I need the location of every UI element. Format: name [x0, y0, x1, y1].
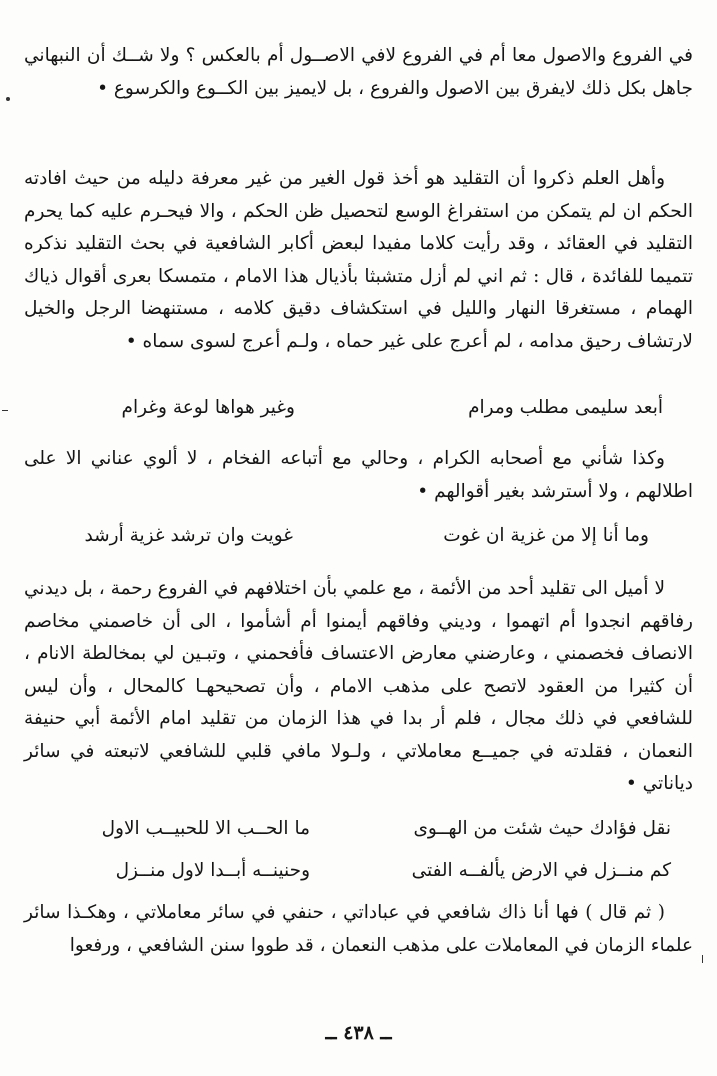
verse-4-first-hemistich: كم منــزل في الارض يألفــه الفتى [411, 860, 671, 881]
paragraph-5: ( ثم قال ) فها أنا ذاك شافعي في عباداتي ، حنفي في سائر معاملاتي ، وهكـذا سائر علماء الزمان في المعاملات على مذهب النعمان ، قد طووا سنن الشافعي ، ورفعوا [24, 902, 693, 956]
verse-1-second-hemistich: وغير هواها لوعة وغرام [121, 397, 295, 418]
verse-2-second-hemistich: غويت وان ترشد غزية أرشد [84, 525, 293, 546]
page-number: ــ ٤٣٨ ــ [325, 1022, 392, 1044]
scan-mark [2, 410, 8, 411]
verse-4-second-hemistich: وحنينــه أبــدا لاول منــزل [115, 860, 310, 881]
verse-3-second-hemistich: ما الحــب الا للحبيــب الاول [101, 818, 310, 839]
verse-3 [24, 813, 693, 845]
paragraph-3: وكذا شأني مع أصحابه الكرام ، وحالي مع أتباعه الفخام ، لا ألوي عناني الا على اطلالهم ، ولا أسترشد بغير أقوالهم • [24, 448, 693, 502]
scan-mark [702, 955, 703, 963]
verse-2-first-hemistich: وما أنا إلا من غزية ان غوت [443, 525, 649, 546]
paragraph-2: وأهل العلم ذكروا أن التقليد هو أخذ قول الغير من غير معرفة دليله من حيث افادته الحكم ان لم يتمكن من استفراغ الوسع لتحصيل ظن الحكم ، والا فيحـرم عليه كما يحرم التقليد في العقائد ، وقد رأيت كلاما مفيدا لبعض أكابر الشافعية في بحث التقليد نذكره تتميما للفائدة ، قال : ثم اني لم أزل متشبثا بأذيال هذا الامام ، متمسكا بعرى أقوال ذياك الهمام ، مستغرقا النهار والليل في استكشاف دقيق كلامه ، مستنهضا الرجل والخيل لارتشاف رحيق مدامه ، لم أعرج على غير حماه ، ولـم أعرج لسوى سماه • [24, 168, 693, 352]
scan-mark [6, 97, 10, 101]
paragraph-1: في الفروع والاصول معا أم في الفروع لافي الاصــول أم بالعكس ؟ ولا شــك أن النبهاني جاهل بكل ذلك لايفرق بين الاصول والفروع ، بل لايميز بين الكــوع والكرسوع • [24, 45, 693, 99]
verse-3-first-hemistich: نقل فؤادك حيث شئت من الهــوى [413, 818, 671, 839]
verse-4 [24, 855, 693, 887]
verse-2 [24, 520, 693, 552]
verse-1 [24, 392, 693, 424]
paragraph-4: لا أميل الى تقليد أحد من الأئمة ، مع علمي بأن اختلافهم في الفروع رحمة ، بل ديدني رفاقهم انجدوا أم اتهموا ، وديني وفاقهم أيمنوا أم أشأموا ، الى أن خاصمني مخاصم الانصاف فخصمني ، وعارضني معارض الاعتساف فأفحمني ، وتبـين لي بمخالطة الانام ، أن كثيرا من العقود لاتصح على مذهب الامام ، وأن تصحيحهـا كالمحال ، وأن ليس للشافعي في ذلك مجال ، فلم أر بدا في هذا الزمان من تقليد امام الأئمة أبي حنيفة النعمان ، فقلدته في جميــع معاملاتي ، ولـولا مافي قلبي للشافعي لاتبعته في سائر دياناتي • [24, 578, 693, 794]
verse-1-first-hemistich: أبعد سليمى مطلب ومرام [468, 397, 663, 418]
